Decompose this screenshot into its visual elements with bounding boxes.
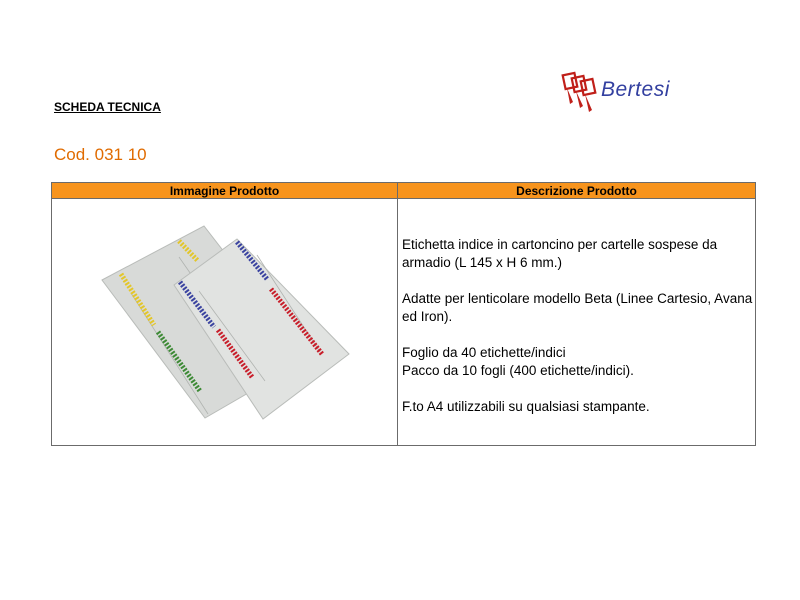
page-title: SCHEDA TECNICA (54, 100, 161, 114)
description-paragraph: Adatte per lenticolare modello Beta (Linee Cartesio, Avana ed Iron). (402, 291, 753, 324)
product-description-cell (398, 199, 756, 446)
description-paragraph (402, 344, 755, 380)
product-description (398, 199, 755, 416)
table-row (52, 199, 756, 446)
header-description: Descrizione Prodotto (398, 183, 756, 199)
index-label-sheets-icon (52, 199, 397, 445)
header-image: Immagine Prodotto (52, 183, 398, 199)
product-code: Cod. 031 10 (54, 145, 147, 164)
product-spec-table (51, 182, 756, 446)
table-header-row (52, 183, 756, 199)
description-line: Foglio da 40 etichette/indici (402, 345, 566, 360)
description-paragraph: Etichetta indice in cartoncino per cartelle sospese da armadio (L 145 x H 6 mm.) (402, 237, 718, 270)
product-image-cell (52, 199, 398, 446)
description-paragraph: F.to A4 utilizzabili su qualsiasi stampante. (402, 399, 650, 414)
bertesi-logo-text: Bertesi (601, 78, 670, 101)
description-line: Pacco da 10 fogli (400 etichette/indici). (402, 363, 634, 378)
